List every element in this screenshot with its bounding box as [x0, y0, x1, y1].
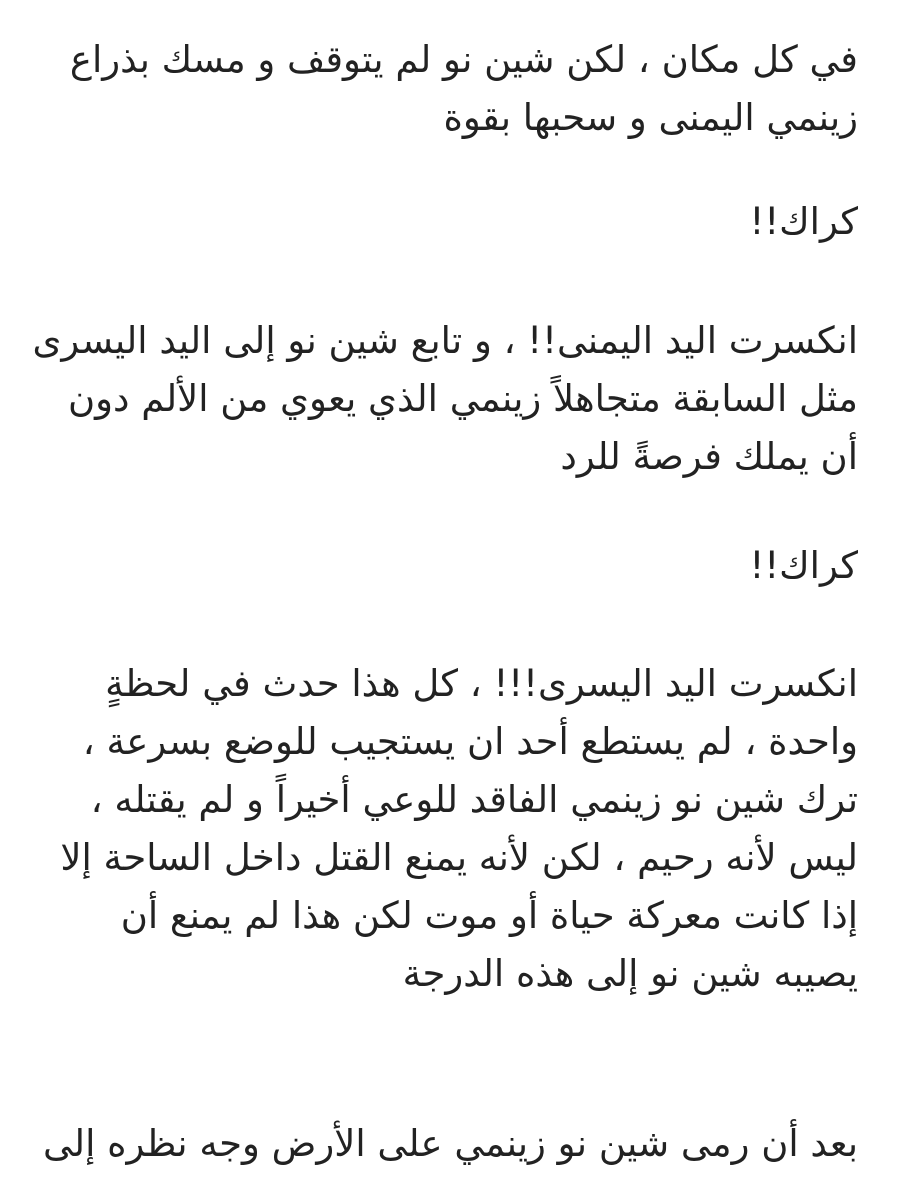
- text-line: انكسرت اليد اليسرى!!! ، كل هذا حدث في لحظةٍ: [105, 662, 858, 705]
- text-line: كراك!!: [749, 544, 858, 587]
- text-line: واحدة ، لم يستطع أحد ان يستجيب للوضع بسرعة ،: [82, 720, 858, 763]
- text-line: زينمي اليمنى و سحبها بقوة: [443, 96, 858, 139]
- text-line: يصيبه شين نو إلى هذه الدرجة: [402, 952, 858, 995]
- text-line: ليس لأنه رحيم ، لكن لأنه يمنع القتل داخل الساحة إلا: [60, 836, 858, 879]
- text-line: بعد أن رمى شين نو زينمي على الأرض وجه نظره إلى: [42, 1122, 858, 1165]
- text-line: مثل السابقة متجاهلاً زينمي الذي يعوي من الألم دون: [67, 377, 858, 420]
- text-line: إذا كانت معركة حياة أو موت لكن هذا لم يمنع أن: [120, 894, 858, 937]
- text-line: في كل مكان ، لكن شين نو لم يتوقف و مسك بذراع: [69, 38, 858, 81]
- text-line: كراك!!: [749, 200, 858, 243]
- text-line: ترك شين نو زينمي الفاقد للوعي أخيراً و لم يقتله ،: [90, 778, 858, 821]
- text-line: أن يملك فرصةً للرد: [560, 435, 858, 478]
- text-line: انكسرت اليد اليمنى!! ، و تابع شين نو إلى اليد اليسرى: [32, 319, 858, 362]
